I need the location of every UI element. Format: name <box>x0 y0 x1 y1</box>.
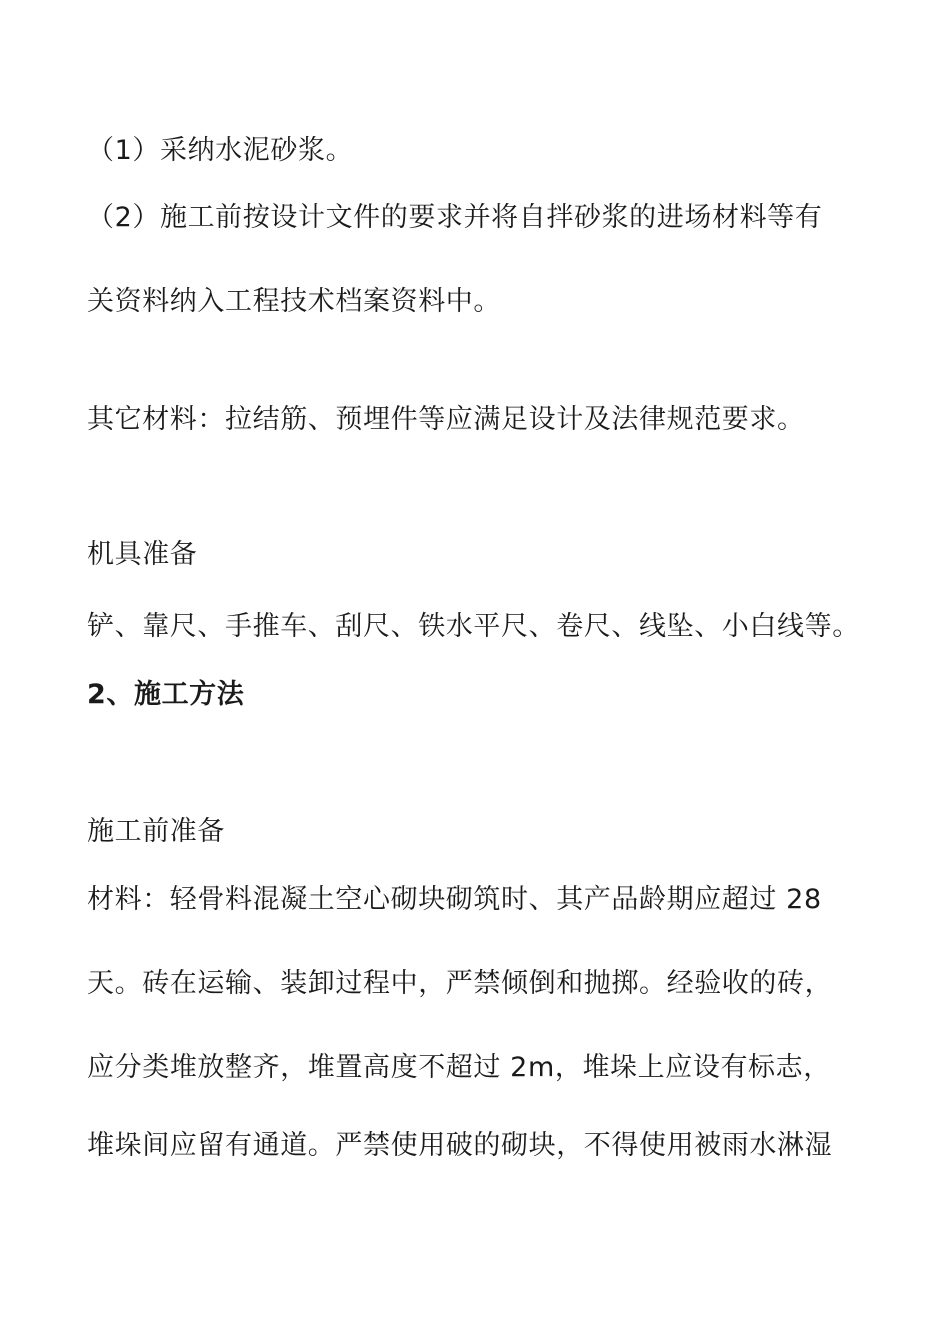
tools-list: 铲、靠尺、手推车、刮尺、铁水平尺、卷尺、线坠、小白线等。 <box>87 611 860 642</box>
materials-paragraph-line-4: 堆垛间应留有通道。严禁使用破的砌块，不得使用被雨水淋湿 <box>87 1130 833 1161</box>
item-2-text-line-1: （2）施工前按设计文件的要求并将自拌砂浆的进场材料等有 <box>87 202 823 233</box>
other-materials-paragraph: 其它材料：拉结筋、预埋件等应满足设计及法律规范要求。 <box>87 404 805 435</box>
tools-heading: 机具准备 <box>87 539 198 570</box>
section-heading-construction-method: 2、施工方法 <box>87 679 245 710</box>
preparation-heading: 施工前准备 <box>87 816 225 847</box>
item-1-text: （1）采纳水泥砂浆。 <box>87 135 354 166</box>
materials-paragraph-line-2: 天。砖在运输、装卸过程中，严禁倾倒和抛掷。经验收的砖， <box>87 968 833 999</box>
materials-paragraph-line-1: 材料：轻骨料混凝土空心砌块砌筑时、其产品龄期应超过 28 <box>87 884 822 915</box>
materials-paragraph-line-3: 应分类堆放整齐，堆置高度不超过 2m，堆垛上应设有标志， <box>87 1052 831 1083</box>
item-2-text-line-2: 关资料纳入工程技术档案资料中。 <box>87 286 501 317</box>
